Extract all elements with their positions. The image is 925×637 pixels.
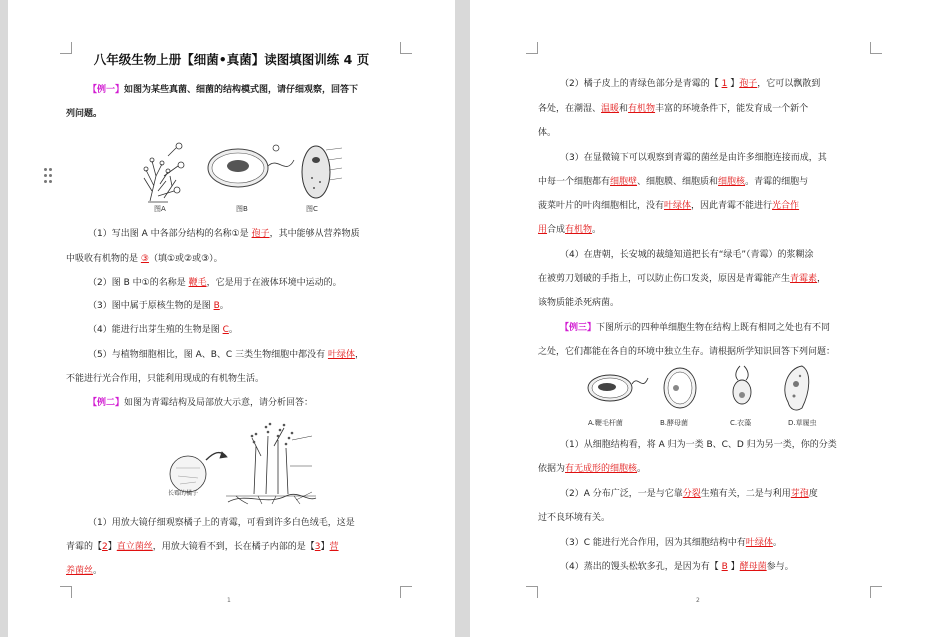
page-number: 1: [227, 597, 231, 604]
example-3-prompt: 【例三】下图所示的四种单细胞生物在结构上既有相同之处也有不同: [560, 323, 831, 333]
answer: C: [222, 325, 229, 335]
organism-b-label: B.酵母菌: [660, 419, 689, 427]
answer: 叶绿体: [664, 201, 692, 211]
q1-5: （5）与植物细胞相比，图 A、B、C 三类生物细胞中都没有 叶绿体，: [88, 350, 364, 360]
example-1-prompt: 【例一】如图为某些真菌、细菌的结构模式图，请仔细观察，回答下: [88, 85, 359, 95]
q3-1: （1）从细胞结构看，将 A 归为一类 B、C、D 归为另一类，你的分类: [560, 440, 837, 450]
q2-3-cont-3: 用合成有机物。: [538, 225, 602, 235]
answer: 有无成形的细胞核: [565, 464, 638, 474]
q2-2-cont: 各处，在潮湿、温暖和有机物丰富的环境条件下，能发育成一个新个: [538, 104, 809, 114]
organism-d-label: D.草履虫: [788, 419, 817, 427]
figure-c-label: 图C: [306, 205, 318, 213]
answer: 养菌丝: [66, 566, 94, 576]
answer: ③: [140, 254, 149, 264]
answer: 用: [538, 225, 548, 235]
margin-mark: [870, 42, 882, 54]
q2-1-cont-2: 养菌丝。: [66, 566, 103, 576]
margin-mark: [526, 42, 538, 54]
example-tag: 【例三】: [560, 323, 597, 333]
q1-1: （1）写出图 A 中各部分结构的名称①是 孢子，其中能够从营养物质: [88, 229, 360, 239]
answer: 2: [102, 542, 108, 552]
example-tag: 【例二】: [88, 398, 125, 408]
q3-4: （4）蒸出的馒头松软多孔，是因为有【 B 】酵母菌参与。: [560, 562, 794, 572]
q2-4: （4）在唐朝，长安城的裁缝知道把长有“绿毛”（青霉）的浆糊涂: [560, 250, 814, 260]
q2-3-cont: 中每一个细胞都有细胞壁、细胞膜、细胞质和细胞核。青霉的细胞与: [538, 177, 809, 187]
q1-3: （3）图中属于原核生物的是图 B。: [88, 301, 229, 311]
q2-1-cont: 青霉的【2】直立菌丝，用放大镜看不到，长在橘子内部的是【3】营: [66, 542, 339, 552]
example-1-prompt-cont: 列问题。: [66, 109, 103, 119]
answer: 光合作: [772, 201, 800, 211]
answer: 直立菌丝: [116, 542, 153, 552]
q3-2-cont: 过不良环境有关。: [538, 513, 611, 523]
answer: 1: [721, 79, 728, 89]
figure-b-label: 图B: [236, 205, 248, 213]
q3-3: （3）C 能进行光合作用，因为其细胞结构中有叶绿体。: [560, 538, 782, 548]
margin-mark: [60, 586, 72, 598]
figure-a-label: 图A: [154, 205, 166, 213]
margin-mark: [526, 586, 538, 598]
margin-mark: [870, 586, 882, 598]
unicellular-organisms-figure: [580, 362, 840, 418]
q2-4-cont: 在被剪刀划破的手指上，可以防止伤口发炎，原因是青霉能产生青霉素，: [538, 274, 827, 284]
q2-2-cont-2: 体。: [538, 128, 557, 138]
document-page-1: [8, 0, 455, 637]
q1-4: （4）能进行出芽生殖的生物是图 C。: [88, 325, 238, 335]
answer: 叶绿体: [745, 538, 773, 548]
q1-1-cont: 中吸收有机物的是 ③（填①或②或③）。: [66, 254, 223, 264]
answer: 有机物: [565, 225, 593, 235]
q2-3-cont-2: 菠菜叶片的叶肉细胞相比，没有叶绿体，因此青霉不能进行光合作: [538, 201, 800, 211]
answer: 青霉素: [790, 274, 818, 284]
answer: 孢子: [739, 79, 758, 89]
answer: 芽孢: [790, 489, 809, 499]
answer: 分裂: [682, 489, 701, 499]
document-page-2: [470, 0, 925, 637]
answer: 孢子: [251, 229, 270, 239]
answer: B: [213, 301, 220, 311]
answer: 营: [329, 542, 339, 552]
example-3-prompt-cont: 之处，它们都能在各自的环境中独立生存。请根据所学知识回答下列问题：: [538, 347, 836, 357]
q2-1: （1）用放大镜仔细观察橘子上的青霉，可看到许多白色绒毛，这是: [88, 518, 355, 528]
example-2-prompt: 【例二】如图为青霉结构及局部放大示意，请分析回答：: [88, 398, 314, 408]
q3-1-cont: 依据为有无成形的细胞核。: [538, 464, 647, 474]
page-title: 八年级生物上册【细菌•真菌】读图填图训练 4 页: [93, 52, 370, 67]
answer: 细胞壁: [610, 177, 638, 187]
answer: 细胞核: [718, 177, 746, 187]
orange-caption: 长霉的橘子: [168, 490, 199, 497]
answer: 温暖: [601, 104, 620, 114]
answer: B: [721, 562, 728, 572]
organism-a-label: A.鞭毛杆菌: [588, 419, 623, 427]
fungi-bacteria-figure: [138, 136, 348, 214]
q1-2: （2）图 B 中①的名称是 鞭毛，它是用于在液体环境中运动的。: [88, 278, 342, 288]
q3-2: （2）A 分布广泛，一是与它靠分裂生殖有关，二是与利用芽孢度: [560, 489, 818, 499]
q2-3: （3）在显微镜下可以观察到青霉的菌丝是由许多细胞连接而成，其: [560, 153, 827, 163]
answer: 叶绿体: [327, 350, 355, 360]
answer: 鞭毛: [188, 278, 207, 288]
organism-c-label: C.衣藻: [730, 419, 752, 427]
answer: 有机物: [628, 104, 656, 114]
answer: 3: [314, 542, 321, 552]
q1-5-cont: 不能进行光合作用，只能利用现成的有机物生活。: [66, 374, 265, 384]
example-tag: 【例一】: [88, 85, 125, 95]
margin-mark: [400, 586, 412, 598]
q2-2: （2）橘子皮上的青绿色部分是青霉的【 1 】孢子，它可以飘散到: [560, 79, 821, 89]
answer: 酵母菌: [739, 562, 767, 572]
q2-4-cont-2: 该物质能杀死病菌。: [538, 298, 620, 308]
page-number: 2: [696, 597, 700, 604]
drag-handle-icon[interactable]: [44, 168, 54, 186]
